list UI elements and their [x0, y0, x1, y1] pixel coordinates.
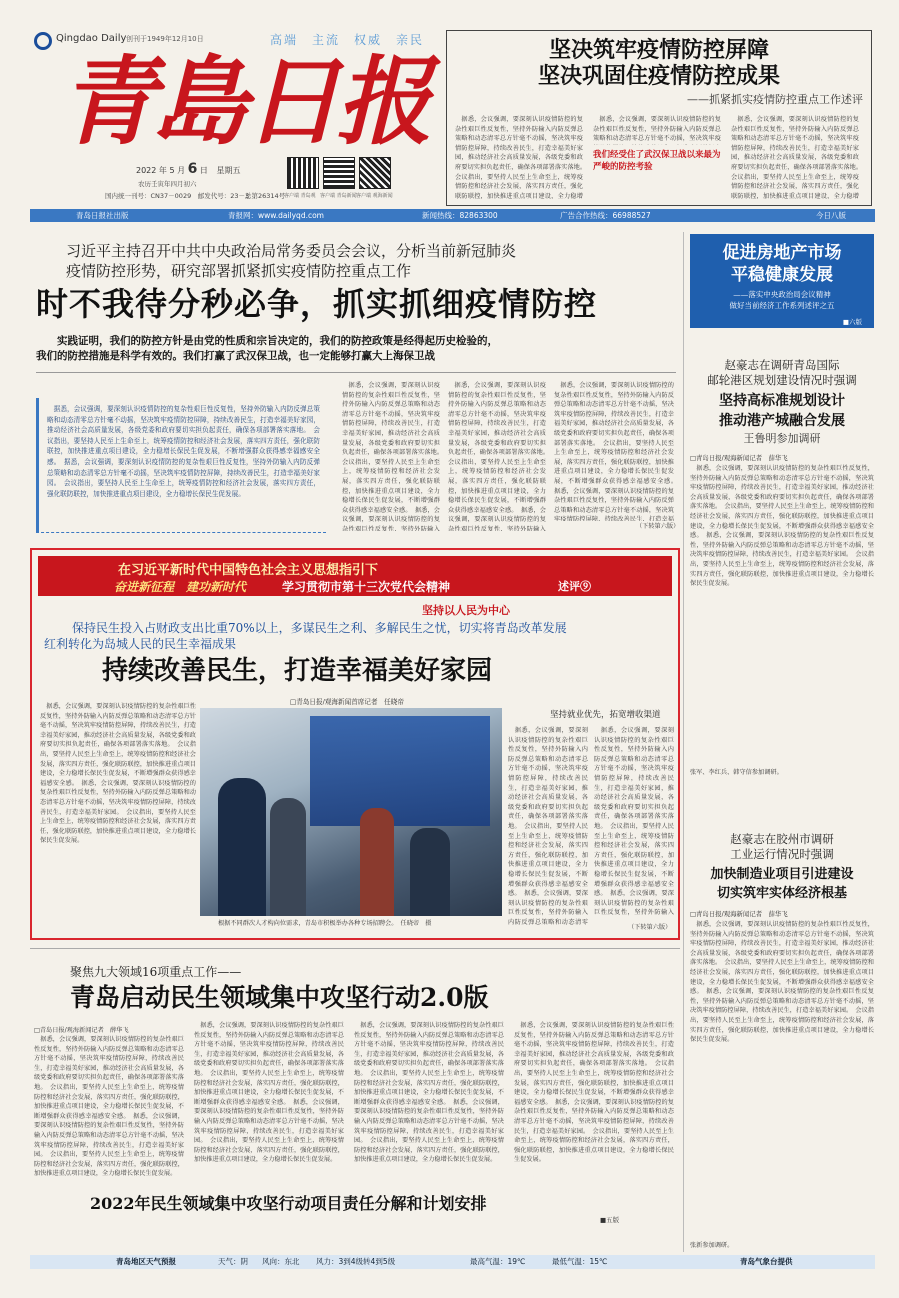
bottom-byline: □青岛日报/观海新闻记者 薛华飞 [34, 1027, 129, 1034]
date-line [136, 161, 240, 177]
feature-photo-caption: 根据不同群次人才构向位需求，青岛市积极举办各种专场招聘会。 任晓帝 摄 [218, 920, 432, 927]
right-low-note: 张新参加调研。 [690, 1242, 734, 1249]
lead-summary-line-1: 实践证明，我们的防控方针是由党的性质和宗旨决定的，我们的防控政策是经得起历史检验的， [36, 335, 498, 347]
feature-byline: □青岛日报/观海新闻首席记者 任晓帝 [290, 698, 404, 706]
right-low-head-2: 切实筑牢实体经济根基 [716, 886, 847, 901]
website-link[interactable]: 青报网：www.dailyqd.com [228, 211, 324, 220]
bottom-kicker: 聚焦九大领域16项重点工作—— [70, 965, 242, 979]
logo-mark-icon [34, 32, 52, 50]
qr-label: 客户端 青岛新闻 [320, 193, 357, 199]
feature-banner [38, 556, 672, 596]
feature-banner-line-1: 在习近平新时代中国特色社会主义思想指引下 [118, 563, 379, 578]
lead-jump: （下转第六版） [636, 523, 680, 530]
weather-source: 青岛气象台提供 [740, 1257, 793, 1266]
weather-wind: 风向：东北 [262, 1257, 300, 1266]
feature-jump: （下转第六版） [628, 924, 672, 931]
issue-number: 总第26314号 [245, 192, 286, 200]
right-top-sub-2: 做好当前经济工作系列述评之五 [729, 301, 835, 310]
cn-code: 国内统一刊号：CN37－0029 邮发代号：23－3 [105, 192, 250, 200]
feature-box [30, 548, 680, 940]
qr-code-icon [360, 158, 390, 188]
masthead-logo: 青島日报 [60, 45, 428, 158]
news-hotline: 新闻热线：82863300 [422, 211, 498, 220]
lead-summary-line-2: 我们的防控措施是科学有效的。我们打赢了武汉保卫战，也一定能够打赢大上海保卫战 [36, 350, 435, 362]
top-story-quote: 我们经受住了武汉保卫战以来最为严峻的防控考验 [593, 150, 721, 172]
lead-summary [36, 334, 676, 364]
weather-low: 最低气温：15℃ [552, 1257, 608, 1266]
right-low-head-1: 加快制造业项目引进建设 [710, 867, 854, 882]
right-low-byline: □青岛日报/观海新闻记者 薛华飞 [690, 910, 788, 918]
weather-label: 青岛地区天气预报 [116, 1257, 176, 1266]
right-top-page: ■六版 [842, 318, 862, 326]
feature-col [594, 726, 674, 916]
page-count: 今日八版 [816, 211, 846, 220]
feature-series: 述评⑨ [558, 580, 591, 593]
right-mid-story [690, 358, 874, 776]
person-silhouette [410, 828, 450, 916]
person-silhouette [270, 798, 306, 916]
bottom-col [194, 1021, 344, 1185]
divider [36, 372, 676, 373]
qr-label: 客户端 青岛观 [284, 193, 316, 199]
bottom-col [354, 1021, 504, 1185]
right-mid-note: 张军、李红兵、韩守信参加调研。 [690, 769, 783, 776]
top-story-col [593, 115, 721, 145]
column-divider [683, 232, 684, 1252]
en-name: Qingdao Daily [56, 33, 127, 44]
feature-banner-line-2: 奋进新征程 建功新时代 [114, 580, 247, 594]
top-story-box [446, 30, 872, 206]
right-low-kicker-2: 工业运行情况时强调 [730, 847, 834, 861]
lead-col [342, 381, 440, 531]
bottom-col [34, 1035, 184, 1185]
qr-code-icon [288, 158, 318, 188]
bottom-headline: 青岛启动民生领域集中攻坚行动2.0版 [70, 983, 489, 1012]
ad-hotline: 广告合作热线：66988527 [560, 211, 651, 220]
feature-banner-line-3: 学习贯彻市第十三次党代会精神 [282, 580, 451, 594]
masthead [30, 28, 440, 208]
qr-code-icon [324, 158, 354, 188]
top-story-subtitle: ——抓紧抓实疫情防控重点工作述评 [687, 93, 863, 106]
info-bar [30, 209, 875, 222]
right-low-body [690, 920, 874, 1240]
top-story-title-2: 坚决巩固住疫情防控成果 [537, 63, 780, 89]
weekday: 星期五 [216, 166, 241, 175]
weather-high: 最高气温：19℃ [470, 1257, 526, 1266]
founded: 创刊于1949年12月10日 [126, 35, 204, 43]
right-mid-body [690, 464, 874, 767]
lead-col [448, 381, 546, 531]
right-top-title-2: 平稳健康发展 [731, 265, 833, 285]
date-suffix: 日 [199, 166, 208, 175]
right-mid-head-3: 王鲁明参加调研 [743, 432, 821, 445]
date-day: 6 [187, 161, 198, 177]
bottom-col [514, 1021, 674, 1185]
lunar-date: 农历壬寅年四月初六 [138, 180, 197, 188]
right-mid-head-2: 推动港产城融合发展 [719, 413, 845, 429]
right-top-title-1: 促进房地产市场 [722, 243, 842, 263]
lead-kicker-line-2: 疫情防控形势，研究部署抓紧抓实疫情防控重点工作 [66, 262, 412, 280]
right-top-box [690, 234, 874, 328]
lead-kicker [66, 241, 686, 281]
right-mid-byline: □青岛日报/观海新闻记者 薛华飞 [690, 454, 788, 462]
weather-sky: 天气：阴 [218, 1257, 248, 1266]
top-story-title-1: 坚决筑牢疫情防控屏障 [548, 37, 769, 63]
right-low-kicker-1: 赵豪志在胶州市调研 [730, 832, 834, 846]
feature-lede-line-2: 红利转化为岛城人民的民生幸福成果 [44, 637, 237, 651]
weather-force: 风力：3到4级转4到5级 [316, 1257, 396, 1266]
feature-lede-line-1: 保持民生投入占财政支出比重70%以上，多谋民生之利、多解民生之忧，切实将青岛改革发展 [72, 621, 567, 635]
feature-theme: 坚持以人民为中心 [422, 604, 510, 617]
bottom-story [30, 948, 680, 1232]
lead-kicker-line-1: 习近平主持召开中共中央政治局常务委员会会议，分析当前新冠肺炎 [66, 242, 517, 260]
feature-subhead: 坚持就业优先，拓宽增收渠道 [550, 710, 661, 720]
feature-col [40, 702, 196, 902]
weather-bar [30, 1255, 875, 1269]
right-low-story [690, 832, 874, 1249]
banner-panel [310, 716, 490, 826]
feature-col [508, 726, 588, 926]
feature-lede [44, 620, 674, 652]
bottom-page: ■五版 [600, 1216, 620, 1224]
date-prefix: 2022 年 5 月 [136, 166, 186, 175]
slogan: 高端 主流 权威 亲民 [270, 33, 425, 47]
right-mid-head-1: 坚持高标准规划设计 [719, 393, 845, 409]
lead-col [554, 381, 674, 521]
bottom-sub: 2022年民生领域集中攻坚行动项目责任分解和计划安排 [90, 1194, 487, 1213]
right-mid-kicker-1: 赵豪志在调研青岛国际 [724, 358, 840, 372]
publisher: 青岛日报社出版 [76, 211, 129, 220]
person-silhouette [360, 808, 394, 916]
lead-headline: 时不我待分秒必争，抓实抓细疫情防控 [36, 285, 598, 323]
qr-label: 客户端 观海新闻 [356, 193, 393, 199]
top-story-col [455, 115, 583, 199]
top-story-col [731, 115, 859, 199]
right-top-sub-1: ——落实中央政治局会议精神 [733, 290, 831, 299]
feature-headline: 持续改善民生，打造幸福美好家园 [102, 656, 493, 686]
right-mid-kicker-2: 邮轮港区规划建设情况时强调 [707, 373, 857, 387]
feature-photo [200, 708, 502, 916]
lead-quote-text [47, 404, 320, 528]
lead-quote-box [36, 398, 326, 533]
person-silhouette [218, 778, 266, 916]
